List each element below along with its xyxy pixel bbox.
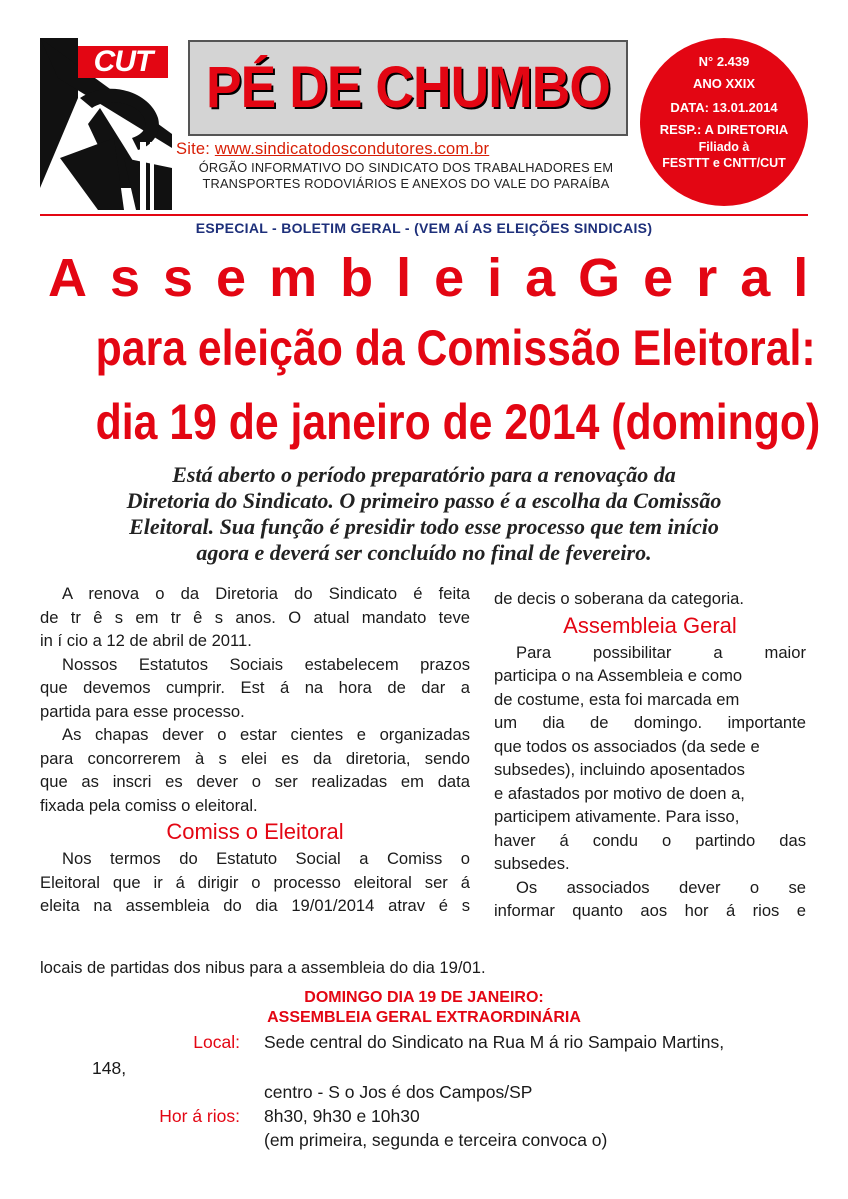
body-line: Nossos Estatutos Sociais estabelecem prazos xyxy=(62,654,470,674)
subhead-assembleia-geral: Assembleia Geral xyxy=(563,612,737,638)
body-line: fixada pela comiss o eleitoral. xyxy=(40,795,258,815)
headline-word-assembleia: Assembleia xyxy=(48,248,579,308)
body-column-left xyxy=(40,582,470,918)
especial-banner: ESPECIAL - BOLETIM GERAL - (VEM AÍ AS ELEIÇÕES SINDICAIS) xyxy=(195,220,653,236)
body-line: eleita na assembleia do dia 19/01/2014 atrav é s xyxy=(40,896,470,915)
body-line: A renova o da Diretoria do Sindicato é feita xyxy=(62,584,470,603)
body-line: informar quanto aos hor á rios e xyxy=(494,901,806,920)
meeting-local-value: Sede central do Sindicato na Rua M á rio Sampaio Martins, xyxy=(264,1032,725,1052)
meeting-local-number: 148, xyxy=(92,1058,127,1078)
issue-date: DATA: 13.01.2014 xyxy=(670,100,778,115)
masthead-divider xyxy=(40,214,808,216)
body-line: As chapas dever o estar cientes e organizadas xyxy=(62,725,470,744)
lead-line: Está aberto o período preparatório para a renovação da xyxy=(172,462,676,487)
meeting-hours-note: (em primeira, segunda e terceira convoca o) xyxy=(264,1130,608,1150)
issue-affiliation-1: Filiado à xyxy=(698,140,750,154)
headline-line-3: dia 19 de janeiro de 2014 (domingo) xyxy=(95,394,821,450)
org-line-2: TRANSPORTES RODOVIÁRIOS E ANEXOS DO VALE DO PARAÍBA xyxy=(202,176,610,191)
body-line: que as inscri es dever o ser realizadas em data xyxy=(40,772,470,791)
masthead-title: PÉ DE CHUMBO xyxy=(205,55,611,120)
body-line: para concorrerem à s elei es da diretoria, sendo xyxy=(40,748,470,768)
site-line xyxy=(176,140,636,159)
issue-number: N° 2.439 xyxy=(698,54,750,69)
headline-line-2: para eleição da Comissão Eleitoral: xyxy=(95,320,816,376)
body-line: haver á condu o partindo das xyxy=(494,830,806,850)
headline-line-1 xyxy=(40,246,832,310)
issue-responsible: RESP.: A DIRETORIA xyxy=(659,122,789,137)
body-line: Nos termos do Estatuto Social a Comiss o xyxy=(62,849,470,868)
body-line: participem ativamente. Para isso, xyxy=(494,807,740,826)
headline-word-geral: Geral xyxy=(578,248,832,308)
body-line: de tr ê s em tr ê s anos. O atual mandato teve xyxy=(40,607,470,627)
body-line: Para possibilitar a maior xyxy=(516,642,806,662)
issue-affiliation-2: FESTTT e CNTT/CUT xyxy=(662,156,786,170)
body-line: e afastados por motivo de doen a, xyxy=(494,783,745,803)
body-line: participa o na Assembleia e como xyxy=(494,666,743,685)
body-line: subsedes. xyxy=(494,854,570,873)
body-line: Eleitoral que ir á dirigir o processo eleitoral ser á xyxy=(40,872,470,892)
body-line: um dia de domingo. importante xyxy=(494,713,806,732)
body-line: Os associados dever o se xyxy=(516,877,806,897)
site-label: Site: xyxy=(176,140,211,158)
meeting-local-label: Local: xyxy=(193,1032,240,1052)
meeting-title-1: DOMINGO DIA 19 DE JANEIRO: xyxy=(304,989,544,1006)
body-line: in í cio a 12 de abril de 2011. xyxy=(40,631,252,650)
lead-line: Eleitoral. Sua função é presidir todo esse processo que tem início xyxy=(129,514,719,539)
body-continuation-line: locais de partidas dos nibus para a assembleia do dia 19/01. xyxy=(40,958,486,977)
meeting-local-city: centro - S o Jos é dos Campos/SP xyxy=(264,1082,533,1102)
site-url-link[interactable]: www.sindicatodoscondutores.com.br xyxy=(214,140,490,158)
org-line-1: ÓRGÃO INFORMATIVO DO SINDICATO DOS TRABALHADORES EM xyxy=(198,160,614,175)
lead-line: Diretoria do Sindicato. O primeiro passo é a escolha da Comissão xyxy=(126,488,722,513)
issue-year: ANO XXIX xyxy=(692,76,756,91)
body-column-right xyxy=(494,587,806,923)
body-line: subsedes), incluindo aposentados xyxy=(494,760,745,779)
body-line: de decis o soberana da categoria. xyxy=(494,589,745,608)
meeting-hours-value: 8h30, 9h30 e 10h30 xyxy=(264,1106,420,1126)
body-line: que todos os associados (da sede e xyxy=(494,736,760,756)
lead-paragraph xyxy=(40,462,808,566)
body-line: partida para esse processo. xyxy=(40,701,245,721)
lead-line: agora e deverá ser concluído no final de fevereiro. xyxy=(196,540,652,565)
body-line: que devemos cumprir. Est á na hora de dar a xyxy=(40,678,470,697)
body-line: de costume, esta foi marcada em xyxy=(494,689,740,709)
meeting-title-2: ASSEMBLEIA GERAL EXTRAORDINÁRIA xyxy=(267,1009,581,1026)
cut-badge: CUT xyxy=(78,46,168,78)
meeting-hours-label: Hor á rios: xyxy=(159,1106,240,1126)
subhead-comissao-eleitoral: Comiss o Eleitoral xyxy=(166,819,344,844)
